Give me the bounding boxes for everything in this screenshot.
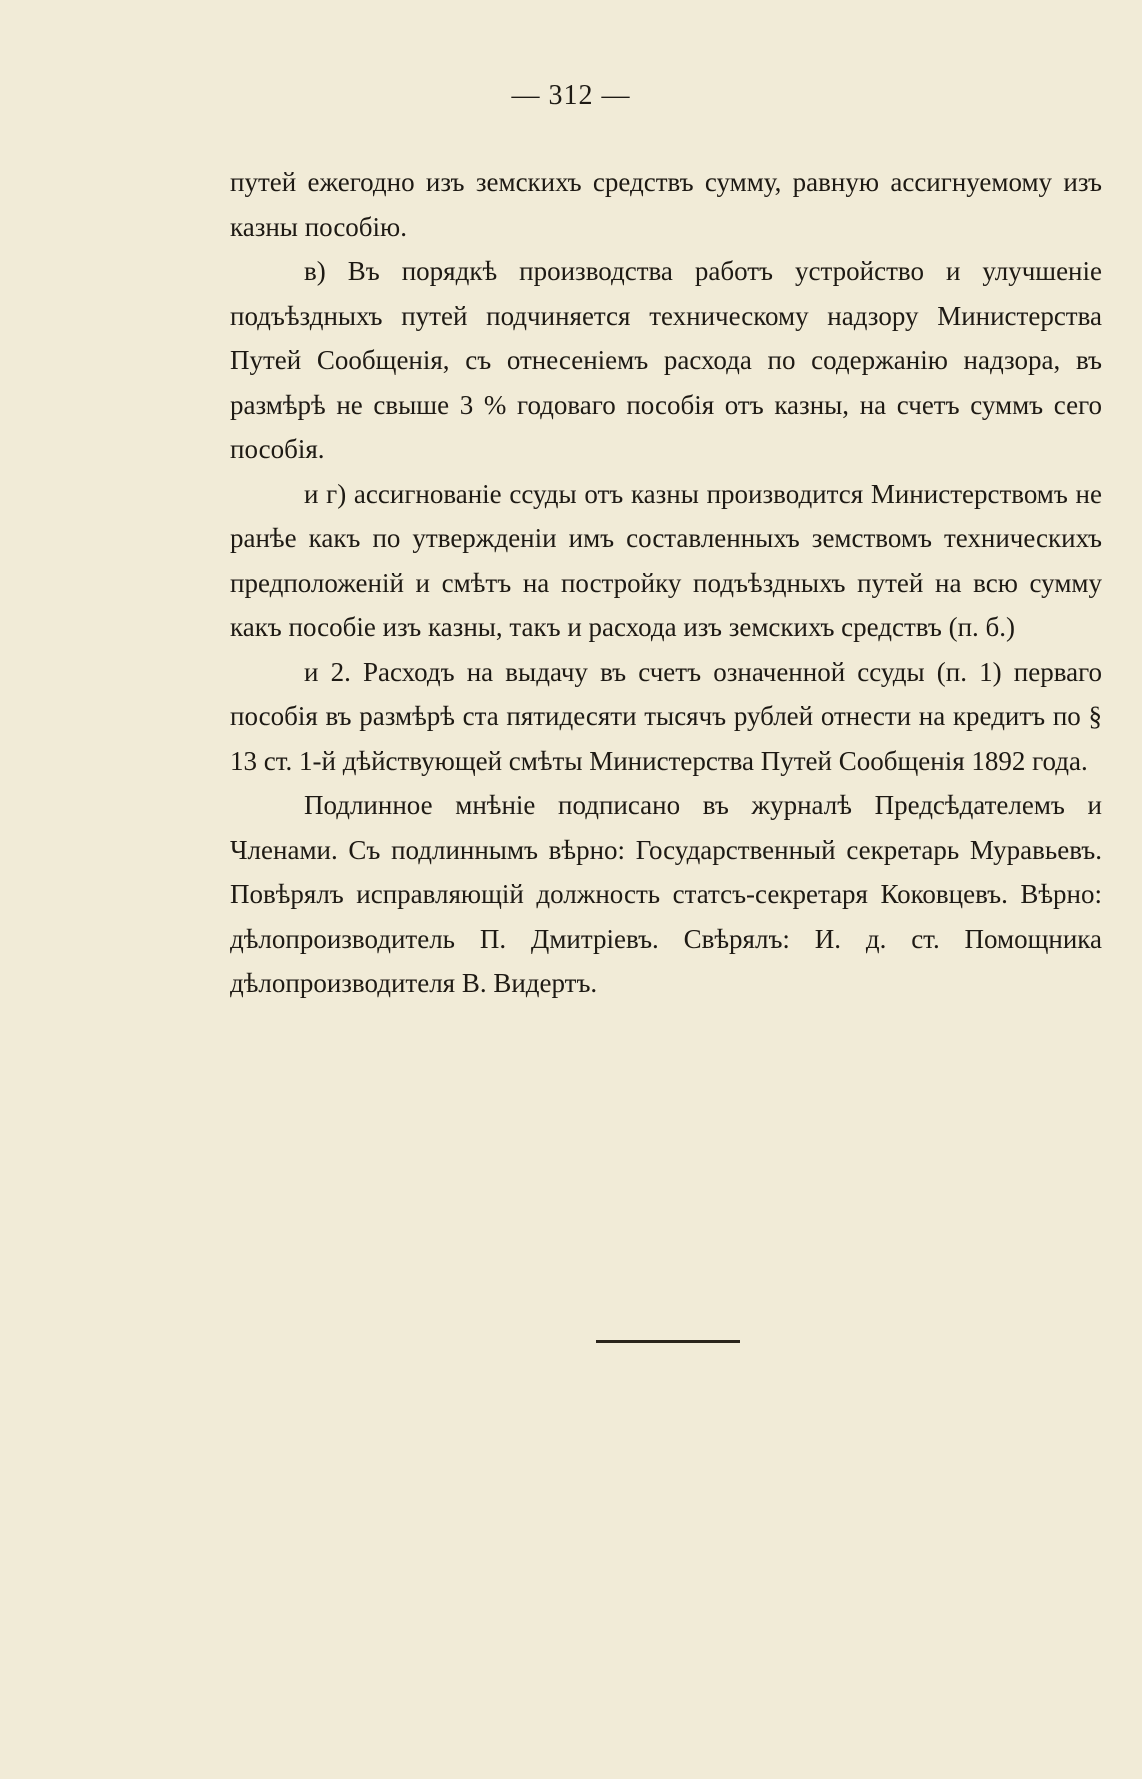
paragraph-attestation: Подлинное мнѣніе подписано въ журналѣ Предсѣдателемъ и Членами. Съ подлиннымъ вѣрно: Государственный секретарь Муравьевъ. Повѣрялъ исправляющій должность статсъ-секретаря Коковцевъ. Вѣрно: дѣлопроизводитель П. Дмитріевъ. Свѣрялъ: И. д. ст. Помощника дѣлопроизводителя В. Видертъ. (230, 790, 1102, 998)
body-text (230, 160, 1102, 1006)
paragraph-clause-v: в) Въ порядкѣ производства работъ устройство и улучшеніе подъѣздныхъ путей подчиняется техническому надзору Министерства Путей Сообщенія, съ отнесеніемъ расхода по содержанію надзора, въ размѣрѣ не свыше 3 % годоваго пособія отъ казны, на счетъ суммъ сего пособія. (230, 256, 1102, 464)
section-divider (596, 1340, 740, 1343)
page-number: — 312 — (511, 80, 631, 111)
paragraph-clause-g: и г) ассигнованіе ссуды отъ казны производится Министерствомъ не ранѣе какъ по утвержденіи имъ составленныхъ земствомъ техническихъ предположеній и смѣтъ на постройку подъѣздныхъ путей на всю сумму какъ пособіе изъ казны, такъ и расхода изъ земскихъ средствъ (п. б.) (230, 478, 1102, 642)
paragraph-item-2: и 2. Расходъ на выдачу въ счетъ означенной ссуды (п. 1) перваго пособія въ размѣрѣ ста пятидесяти тысячъ рублей отнести на кредитъ по § 13 ст. 1-й дѣйствующей смѣты Министерства Путей Сообщенія 1892 года. (230, 656, 1102, 776)
paragraph-continuation: путей ежегодно изъ земскихъ средствъ сумму, равную ассигнуемому изъ казны пособію. (230, 167, 1102, 242)
